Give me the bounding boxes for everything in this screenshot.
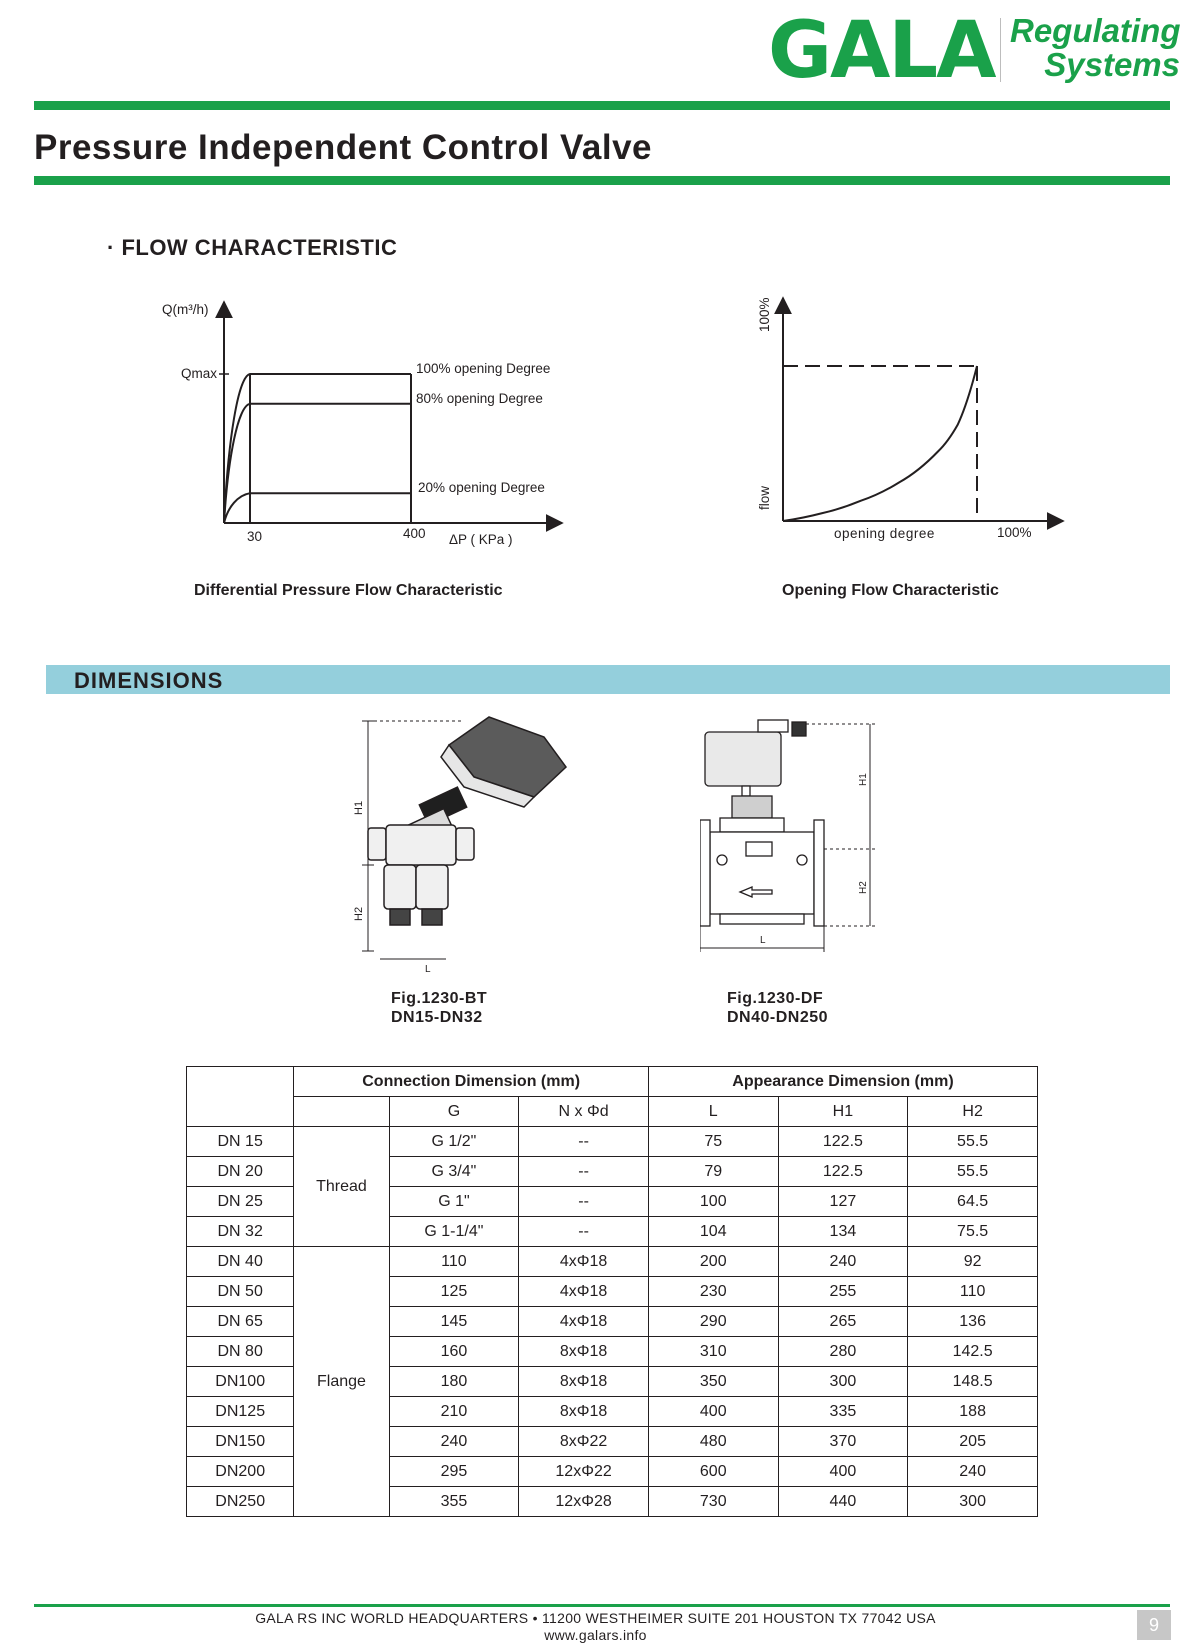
cell-dn: DN 65 <box>187 1307 294 1337</box>
cell-h1: 300 <box>778 1367 908 1397</box>
op-chart-caption: Opening Flow Characteristic <box>782 582 999 599</box>
cell-h1: 370 <box>778 1427 908 1457</box>
col-g-header: G <box>389 1097 519 1127</box>
cell-dn: DN125 <box>187 1397 294 1427</box>
cell-nd: 8xΦ22 <box>519 1427 649 1457</box>
brand-name: GALA <box>768 6 995 96</box>
cell-l: 230 <box>648 1277 778 1307</box>
page-title: Pressure Independent Control Valve <box>34 128 652 167</box>
dp-chart-caption: Differential Pressure Flow Characteristic <box>194 582 503 599</box>
cell-h2: 300 <box>908 1487 1038 1517</box>
cell-dn: DN100 <box>187 1367 294 1397</box>
cell-h2: 136 <box>908 1307 1038 1337</box>
op-x-label: opening degree <box>834 526 935 541</box>
fig1-model: Fig.1230-BT <box>391 990 488 1007</box>
cell-nd: 12xΦ22 <box>519 1457 649 1487</box>
cell-l: 480 <box>648 1427 778 1457</box>
op-y-label: flow <box>757 485 772 510</box>
connection-dimension-header: Connection Dimension (mm) <box>294 1067 649 1097</box>
cell-h2: 205 <box>908 1427 1038 1457</box>
cell-l: 400 <box>648 1397 778 1427</box>
table-column-header-row <box>187 1097 1038 1127</box>
cell-nd: -- <box>519 1127 649 1157</box>
fig1-caption <box>391 989 487 1027</box>
cell-g: 110 <box>389 1247 519 1277</box>
cell-nd: 4xΦ18 <box>519 1307 649 1337</box>
dp-series-label: 80% opening Degree <box>416 390 543 406</box>
dp-series-line <box>224 493 411 523</box>
cell-g: G 1/2" <box>389 1127 519 1157</box>
table-group-header-row <box>187 1067 1038 1097</box>
cell-nd: 4xΦ18 <box>519 1277 649 1307</box>
cell-h1: 400 <box>778 1457 908 1487</box>
dp-series-line <box>224 404 411 523</box>
cell-h1: 134 <box>778 1217 908 1247</box>
dp-chart <box>162 302 562 547</box>
cell-h1: 127 <box>778 1187 908 1217</box>
cell-dn: DN 32 <box>187 1217 294 1247</box>
fig1-h2-label: H2 <box>353 906 365 921</box>
cell-g: G 1-1/4" <box>389 1217 519 1247</box>
cell-h1: 255 <box>778 1277 908 1307</box>
valve-drawing-bt <box>344 715 584 975</box>
dp-x-tick-400: 400 <box>403 526 426 541</box>
cell-connection-type-flange: Flange <box>294 1247 389 1517</box>
cell-g: 180 <box>389 1367 519 1397</box>
col-l-header: L <box>648 1097 778 1127</box>
dp-y-label: Q(m³/h) <box>162 302 209 317</box>
footer-website: www.galars.info <box>544 1627 647 1643</box>
cell-h2: 148.5 <box>908 1367 1038 1397</box>
cell-h2: 55.5 <box>908 1127 1038 1157</box>
fig2-caption <box>727 989 828 1027</box>
cell-g: 210 <box>389 1397 519 1427</box>
dp-qmax-label: Qmax <box>181 366 218 381</box>
col-h2-header: H2 <box>908 1097 1038 1127</box>
cell-h1: 122.5 <box>778 1157 908 1187</box>
opening-chart <box>757 297 1063 541</box>
brand-tagline-line1: Regulating <box>1010 12 1181 49</box>
cell-nd: -- <box>519 1217 649 1247</box>
cell-l: 200 <box>648 1247 778 1277</box>
col-h1-header: H1 <box>778 1097 908 1127</box>
cell-dn: DN200 <box>187 1457 294 1487</box>
cell-dn: DN 50 <box>187 1277 294 1307</box>
dp-series-label: 100% opening Degree <box>416 361 551 376</box>
appearance-dimension-header: Appearance Dimension (mm) <box>648 1067 1037 1097</box>
table-row <box>187 1247 1038 1277</box>
cell-nd: 8xΦ18 <box>519 1337 649 1367</box>
fig2-range: DN40-DN250 <box>727 1009 829 1026</box>
col-type-header <box>294 1097 389 1127</box>
cell-h1: 265 <box>778 1307 908 1337</box>
cell-h2: 240 <box>908 1457 1038 1487</box>
fig2-l-label: L <box>760 935 766 946</box>
cell-nd: -- <box>519 1157 649 1187</box>
flow-section-title: · FLOW CHARACTERISTIC <box>107 235 398 260</box>
cell-h1: 122.5 <box>778 1127 908 1157</box>
cell-h2: 55.5 <box>908 1157 1038 1187</box>
cell-dn: DN 40 <box>187 1247 294 1277</box>
op-curve <box>783 366 977 521</box>
dp-series-label: 20% opening Degree <box>418 480 545 496</box>
cell-l: 600 <box>648 1457 778 1487</box>
cell-nd: 8xΦ18 <box>519 1367 649 1397</box>
cell-l: 100 <box>648 1187 778 1217</box>
fig1-range: DN15-DN32 <box>391 1009 483 1026</box>
table-corner-cell <box>187 1067 294 1127</box>
cell-nd: 8xΦ18 <box>519 1397 649 1427</box>
cell-dn: DN250 <box>187 1487 294 1517</box>
cell-l: 350 <box>648 1367 778 1397</box>
valve-drawing-df <box>700 712 940 978</box>
cell-g: 160 <box>389 1337 519 1367</box>
cell-h2: 75.5 <box>908 1217 1038 1247</box>
dp-series-line <box>224 374 411 523</box>
cell-l: 310 <box>648 1337 778 1367</box>
cell-h1: 240 <box>778 1247 908 1277</box>
cell-h1: 335 <box>778 1397 908 1427</box>
fig2-model: Fig.1230-DF <box>727 990 824 1007</box>
op-x-max-label: 100% <box>997 525 1032 540</box>
fig1-h1-label: H1 <box>353 800 365 815</box>
cell-nd: -- <box>519 1187 649 1217</box>
cell-g: 125 <box>389 1277 519 1307</box>
dimensions-table-body <box>187 1127 1038 1517</box>
cell-dn: DN150 <box>187 1427 294 1457</box>
cell-h2: 188 <box>908 1397 1038 1427</box>
dp-x-tick-30: 30 <box>247 529 263 544</box>
dimensions-title: DIMENSIONS <box>74 668 224 693</box>
fig2-h2-label: H2 <box>858 881 869 894</box>
page-number: 9 <box>1137 1610 1171 1640</box>
cell-g: 355 <box>389 1487 519 1517</box>
cell-dn: DN 15 <box>187 1127 294 1157</box>
cell-g: G 1" <box>389 1187 519 1217</box>
footer-address: GALA RS INC WORLD HEADQUARTERS • 11200 WESTHEIMER SUITE 201 HOUSTON TX 77042 USA <box>255 1610 936 1626</box>
footer-rule <box>34 1604 1170 1607</box>
flow-charts <box>0 0 1191 620</box>
cell-h1: 280 <box>778 1337 908 1367</box>
cell-h2: 64.5 <box>908 1187 1038 1217</box>
cell-connection-type-thread: Thread <box>294 1127 389 1247</box>
cell-h2: 110 <box>908 1277 1038 1307</box>
cell-l: 104 <box>648 1217 778 1247</box>
cell-g: 295 <box>389 1457 519 1487</box>
cell-g: 145 <box>389 1307 519 1337</box>
dp-x-label: ΔP ( KPa ) <box>449 532 513 547</box>
col-nd-header: N x Φd <box>519 1097 649 1127</box>
cell-l: 79 <box>648 1157 778 1187</box>
cell-h2: 92 <box>908 1247 1038 1277</box>
cell-g: G 3/4" <box>389 1157 519 1187</box>
op-y-max-label: 100% <box>757 297 772 332</box>
brand-tagline-line2: Systems <box>1044 46 1180 83</box>
dimensions-table <box>186 1066 1038 1517</box>
cell-dn: DN 80 <box>187 1337 294 1367</box>
cell-l: 290 <box>648 1307 778 1337</box>
cell-dn: DN 25 <box>187 1187 294 1217</box>
cell-nd: 12xΦ28 <box>519 1487 649 1517</box>
fig1-l-label: L <box>425 964 431 975</box>
cell-dn: DN 20 <box>187 1157 294 1187</box>
cell-h1: 440 <box>778 1487 908 1517</box>
fig2-h1-label: H1 <box>858 773 869 786</box>
cell-nd: 4xΦ18 <box>519 1247 649 1277</box>
cell-l: 730 <box>648 1487 778 1517</box>
cell-h2: 142.5 <box>908 1337 1038 1367</box>
cell-g: 240 <box>389 1427 519 1457</box>
cell-l: 75 <box>648 1127 778 1157</box>
table-row <box>187 1127 1038 1157</box>
